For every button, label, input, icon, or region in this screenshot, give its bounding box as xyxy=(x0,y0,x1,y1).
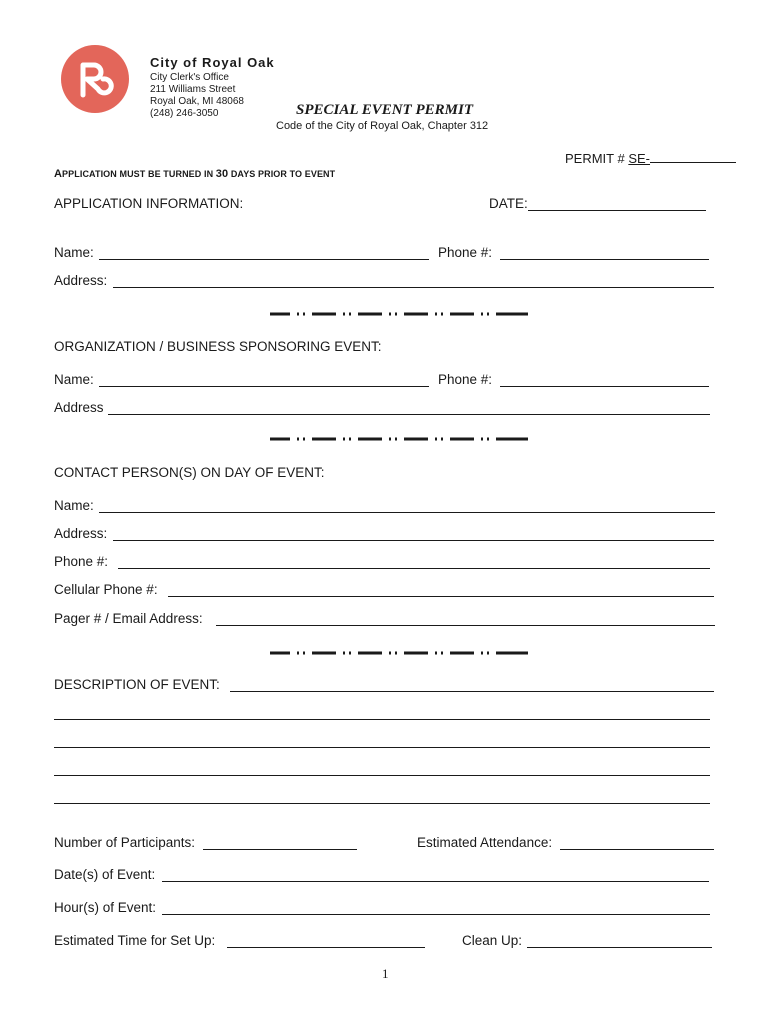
attendance-field[interactable] xyxy=(560,849,714,850)
contact-phone-label: Phone #: xyxy=(54,554,109,569)
city-line: Royal Oak, MI 48068 xyxy=(150,96,244,107)
setup-label: Estimated Time for Set Up: xyxy=(54,933,216,948)
applicant-address-field[interactable] xyxy=(113,287,714,288)
code-reference: Code of the City of Royal Oak, Chapter 312 xyxy=(276,120,489,132)
org-phone-field[interactable] xyxy=(500,386,709,387)
page-number: 1 xyxy=(382,966,389,981)
event-dates-field[interactable] xyxy=(162,881,709,882)
deadline-notice: APPLICATION MUST BE TURNED IN 30 DAYS PRIOR TO EVENT xyxy=(54,168,336,180)
date-label: DATE: xyxy=(489,196,528,211)
org-name: City of Royal Oak xyxy=(150,55,275,70)
description-line[interactable] xyxy=(54,803,710,804)
setup-field[interactable] xyxy=(227,947,425,948)
phone-line: (248) 246-3050 xyxy=(150,108,219,119)
org-phone-label: Phone #: xyxy=(438,372,493,387)
contact-pager-label: Pager # / Email Address: xyxy=(54,611,203,626)
participants-label: Number of Participants: xyxy=(54,835,196,850)
contact-address-field[interactable] xyxy=(113,540,714,541)
applicant-phone-field[interactable] xyxy=(500,259,709,260)
section-divider xyxy=(270,437,528,441)
permit-number-field[interactable] xyxy=(565,150,736,166)
contact-pager-email-field[interactable] xyxy=(216,625,715,626)
event-hours-label: Hour(s) of Event: xyxy=(54,900,157,915)
description-line[interactable] xyxy=(54,719,710,720)
description-line[interactable] xyxy=(54,775,710,776)
org-address-field[interactable] xyxy=(108,414,710,415)
section-divider xyxy=(270,312,528,316)
permit-label: PERMIT # xyxy=(565,151,625,166)
street-line: 211 Williams Street xyxy=(150,84,236,95)
date-field[interactable] xyxy=(528,210,706,211)
contact-name-label: Name: xyxy=(54,498,94,513)
contact-name-field[interactable] xyxy=(99,512,715,513)
contact-cell-label: Cellular Phone #: xyxy=(54,582,158,597)
applicant-name-label: Name: xyxy=(54,245,94,260)
org-name-field[interactable] xyxy=(99,386,429,387)
contact-cell-field[interactable] xyxy=(168,596,714,597)
cleanup-field[interactable] xyxy=(527,947,712,948)
event-dates-label: Date(s) of Event: xyxy=(54,867,156,882)
event-hours-field[interactable] xyxy=(162,914,710,915)
description-heading: DESCRIPTION OF EVENT: xyxy=(54,677,220,692)
description-line[interactable] xyxy=(230,691,714,692)
applicant-name-field[interactable] xyxy=(99,259,429,260)
contact-heading: CONTACT PERSON(S) ON DAY OF EVENT: xyxy=(54,465,325,480)
section-divider xyxy=(270,651,528,655)
city-logo xyxy=(61,45,129,113)
page-title: SPECIAL EVENT PERMIT xyxy=(296,102,473,118)
org-address-label: Address xyxy=(54,400,104,415)
attendance-label: Estimated Attendance: xyxy=(417,835,553,850)
cleanup-label: Clean Up: xyxy=(462,933,523,948)
contact-phone-field[interactable] xyxy=(118,568,710,569)
applicant-address-label: Address: xyxy=(54,273,108,288)
organization-heading: ORGANIZATION / BUSINESS SPONSORING EVENT: xyxy=(54,339,382,354)
office-line: City Clerk's Office xyxy=(150,72,229,83)
description-line[interactable] xyxy=(54,747,710,748)
org-name-label: Name: xyxy=(54,372,94,387)
contact-address-label: Address: xyxy=(54,526,108,541)
participants-field[interactable] xyxy=(203,849,357,850)
applicant-phone-label: Phone #: xyxy=(438,245,493,260)
permit-number-line xyxy=(650,150,736,163)
permit-prefix: SE- xyxy=(628,151,651,166)
application-heading: APPLICATION INFORMATION: xyxy=(54,196,244,211)
